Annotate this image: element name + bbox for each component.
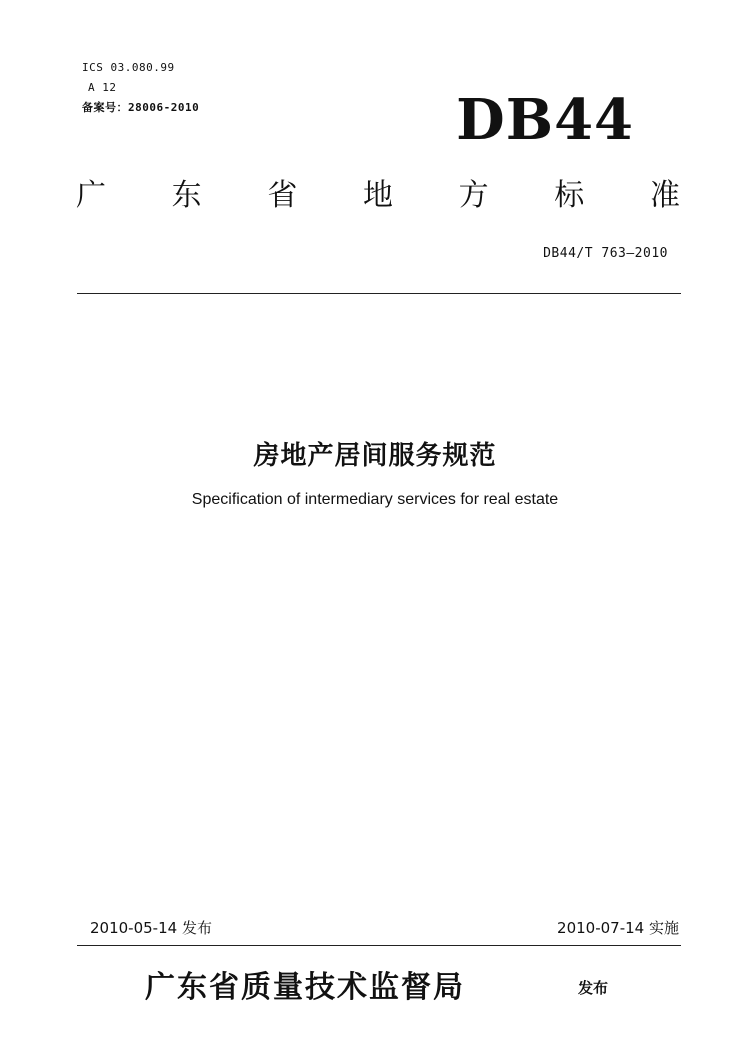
issue-action: 发布 [578,979,609,997]
issue-date: 2010-05-14 发布 [90,919,212,937]
document-title-chinese: 房地产居间服务规范 [253,441,497,471]
document-title-english: Specification of intermediary services for real estate [191,491,559,508]
implementation-date: 2010-07-14 实施 [557,919,679,937]
classification-code: A 12 [88,81,117,94]
standard-code: DB44/T 763—2010 [543,246,668,261]
standard-type-char: 广 [76,178,106,213]
top-divider [77,293,681,294]
issuing-authority: 广东省质量技术监督局 [145,970,465,1005]
standard-type-char: 准 [649,178,680,213]
standard-type-char: 标 [554,178,585,213]
bottom-divider [77,945,681,946]
db44-logo: DB44 [456,87,634,153]
record-number: 备案号：28006-2010 [82,101,200,114]
standard-type-char: 东 [171,178,202,213]
standard-type-char: 地 [362,178,393,213]
standard-type-char: 省 [267,178,298,213]
standard-type [76,176,680,216]
standard-type-char: 方 [458,178,489,213]
ics-code: ICS 03.080.99 [82,61,175,74]
